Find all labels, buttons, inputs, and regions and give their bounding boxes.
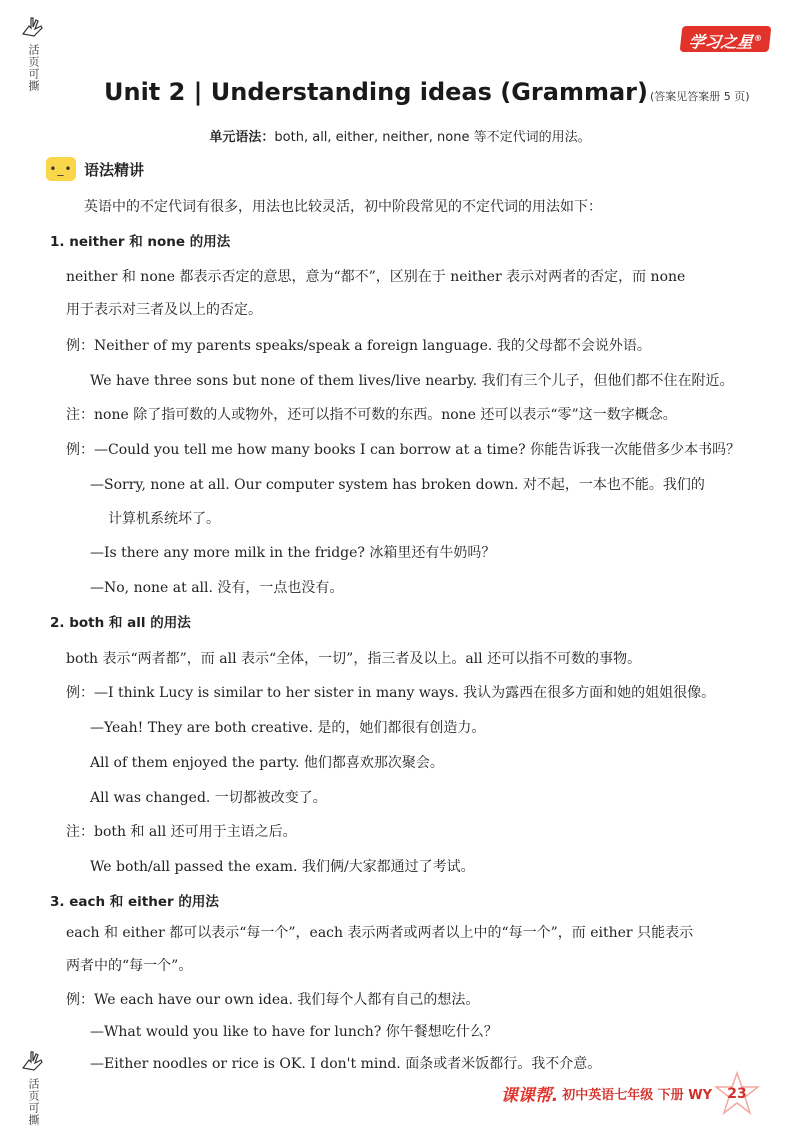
- example-line: —No, none at all. 没有，一点也没有。: [90, 580, 344, 596]
- tear-label: 活页可撕: [27, 1078, 40, 1126]
- example-line: We have three sons but none of them lives/live nearby. 我们有三个儿子，但他们都不住在附近。: [90, 373, 734, 389]
- brand-mark: ®: [753, 34, 763, 43]
- brand-logo: [680, 26, 772, 52]
- note-line: 注：both 和 all 还可用于主语之后。: [66, 824, 297, 840]
- note-line: 注：none 除了指可数的人或物外，还可以指不可数的东西。none 还可以表示“零”这一数字概念。: [66, 407, 677, 423]
- section-title: 语法精讲: [84, 160, 145, 179]
- body-line: each 和 either 都可以表示“每一个”，each 表示两者或两者以上中的“每一个”，而 either 只能表示: [66, 925, 694, 941]
- example-line: 例：We each have our own idea. 我们每个人都有自己的想法。: [66, 992, 480, 1008]
- example-line: —Either noodles or rice is OK. I don't mind. 面条或者米饭都行。我不介意。: [90, 1056, 602, 1072]
- body-line: neither 和 none 都表示否定的意思，意为“都不”，区别在于 neither 表示对两者的否定，而 none: [66, 269, 686, 285]
- page-footer: [501, 1071, 760, 1115]
- side-tab-top: [18, 14, 48, 92]
- example-line: 计算机系统坏了。: [108, 511, 220, 527]
- footer-brand: 课课帮.: [500, 1085, 559, 1106]
- body-line: 用于表示对三者及以上的否定。: [66, 302, 262, 318]
- example-line: 例：—Could you tell me how many books I can borrow at a time? 你能告诉我一次能借多少本书吗？: [66, 442, 741, 458]
- unit-title-row: [104, 78, 784, 106]
- example-line: —What would you like to have for lunch? 你午餐想吃什么？: [90, 1024, 498, 1040]
- body-line: 两者中的“每一个”。: [66, 958, 193, 974]
- page-number: 23: [727, 1086, 747, 1102]
- body-line: both 表示“两者都”，而 all 表示“全体，一切”，指三者及以上。all 还可以指不可数的事物。: [66, 651, 642, 667]
- brand-name: 学习之星: [687, 32, 754, 52]
- subtitle-text: both, all, either, neither, none 等不定代词的用法。: [274, 130, 591, 145]
- page-title: Unit 2 | Understanding ideas (Grammar): [104, 78, 648, 106]
- section-heading: [46, 157, 144, 181]
- heading-each-either: 3. each 和 either 的用法: [50, 894, 219, 910]
- example-line: 例：Neither of my parents speaks/speak a foreign language. 我的父母都不会说外语。: [66, 338, 651, 354]
- example-line: —Sorry, none at all. Our computer system has broken down. 对不起，一本也不能。我们的: [90, 477, 705, 493]
- example-line: All of them enjoyed the party. 他们都喜欢那次聚会。: [90, 755, 444, 771]
- subtitle-label: 单元语法：: [209, 130, 275, 145]
- smiley-face-icon: •_•: [46, 157, 76, 181]
- example-line: 例：—I think Lucy is similar to her sister in many ways. 我认为露西在很多方面和她的姐姐很像。: [66, 685, 716, 701]
- example-line: We both/all passed the exam. 我们俩/大家都通过了考试。: [90, 859, 475, 875]
- side-tab-bottom: [18, 1048, 48, 1126]
- example-line: —Yeah! They are both creative. 是的，她们都很有创造力。: [90, 720, 486, 736]
- page-number-badge: [714, 1071, 760, 1115]
- tear-hand-icon: [19, 14, 47, 42]
- heading-both-all: 2. both 和 all 的用法: [50, 615, 191, 631]
- heading-neither-none: 1. neither 和 none 的用法: [50, 234, 231, 250]
- tear-label: 活页可撕: [27, 44, 40, 92]
- tear-hand-icon: [19, 1048, 47, 1076]
- book-title: 初中英语七年级 下册 WY: [562, 1087, 712, 1103]
- answer-note: (答案见答案册 5 页): [649, 90, 750, 103]
- unit-grammar-summary: [0, 126, 800, 145]
- example-line: —Is there any more milk in the fridge? 冰箱里还有牛奶吗？: [90, 545, 496, 561]
- example-line: All was changed. 一切都被改变了。: [90, 790, 327, 806]
- intro-line: 英语中的不定代词有很多，用法也比较灵活，初中阶段常见的不定代词的用法如下：: [84, 199, 602, 215]
